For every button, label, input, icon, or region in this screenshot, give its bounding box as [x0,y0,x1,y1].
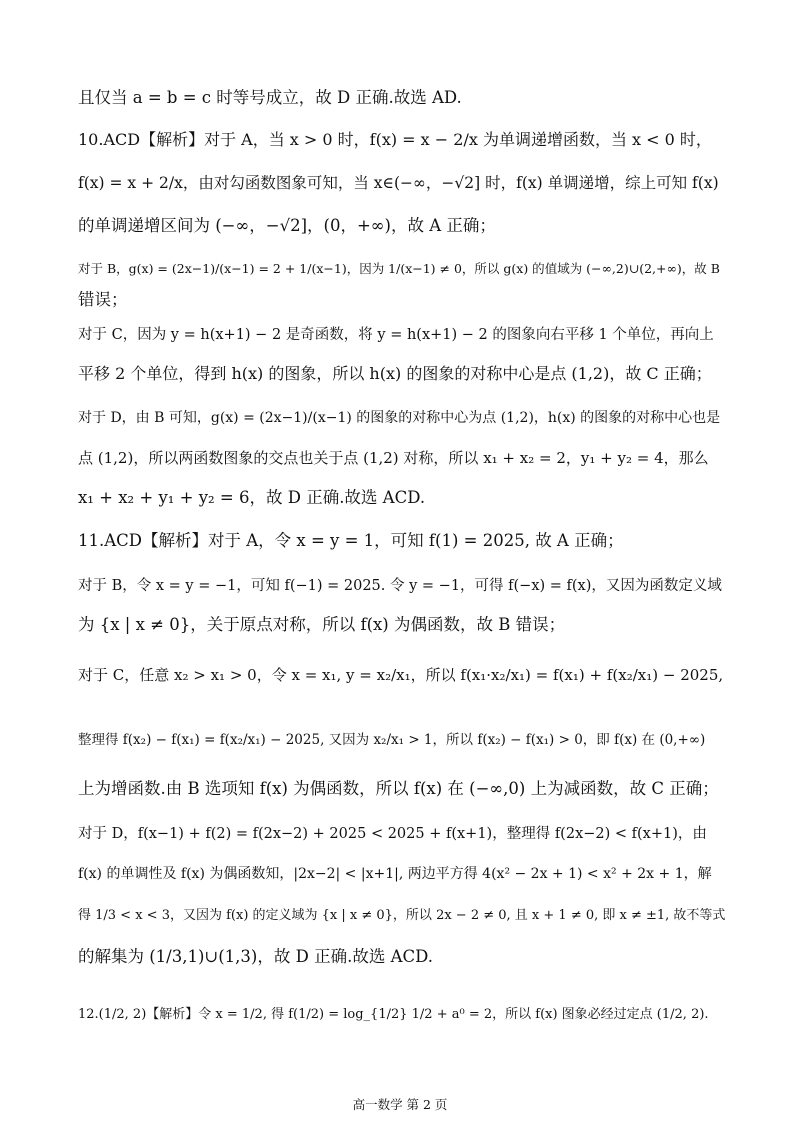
text-line-19: f(x) 的单调性及 f(x) 为偶函数知，|2x−2| < |x+1|, 两边平方得 4(x² − 2x + 1) < x² + 2x + 1，解 [78,866,712,882]
text-line-17: 上为增函数.由 B 选项知 f(x) 为偶函数，所以 f(x) 在 (−∞,0) 上为减函数，故 C 正确； [78,779,719,798]
text-line-2: 10.ACD【解析】对于 A，当 x > 0 时，f(x) = x − 2/x 为单调递增函数，当 x < 0 时， [78,130,712,149]
text-line-4: 的单调递增区间为 (−∞，−√2]，(0，+∞)，故 A 正确； [78,216,496,235]
text-line-15: 对于 C，任意 x₂ > x₁ > 0，令 x = x₁, y = x₂/x₁，所以 f(x₁·x₂/x₁) = f(x₁) + f(x₂/x₁) − 2025, [78,666,724,684]
text-line-5: 对于 B，g(x) = (2x−1)/(x−1) = 2 + 1/(x−1)，因为 1/(x−1) ≠ 0，所以 g(x) 的值域为 (−∞,2)∪(2,+∞)，故 B [78,261,720,276]
text-line-1: 且仅当 a = b = c 时等号成立，故 D 正确.故选 AD. [78,88,462,107]
text-line-12: 11.ACD【解析】对于 A，令 x = y = 1，可知 f(1) = 2025, 故 A 正确； [78,531,624,550]
text-line-11: x₁ + x₂ + y₁ + y₂ = 6，故 D 正确.故选 ACD. [78,488,426,507]
text-line-13: 对于 B，令 x = y = −1，可知 f(−1) = 2025. 令 y = −1，可得 f(−x) = f(x)，又因为函数定义域 [78,578,722,594]
text-line-6: 错误； [78,290,128,309]
text-line-10: 点 (1,2)，所以两函数图象的交点也关于点 (1,2) 对称，所以 x₁ + x₂ = 2，y₁ + y₂ = 4，那么 [78,449,709,467]
text-line-20: 得 1/3 < x < 3，又因为 f(x) 的定义域为 {x | x ≠ 0}，所以 2x − 2 ≠ 0, 且 x + 1 ≠ 0, 即 x ≠ ±1, 故不等式 [78,908,726,923]
text-line-16: 整理得 f(x₂) − f(x₁) = f(x₂/x₁) − 2025, 又因为 x₂/x₁ > 1，所以 f(x₂) − f(x₁) > 0，即 f(x) 在 (0,+∞) [78,732,706,748]
text-line-8: 平移 2 个单位，得到 h(x) 的图象，所以 h(x) 的图象的对称中心是点 (1,2)，故 C 正确； [78,364,712,383]
text-line-3: f(x) = x + 2/x，由对勾函数图象可知，当 x∈(−∞，−√2] 时，f(x) 单调递增，综上可知 f(x) [78,174,719,192]
text-line-7: 对于 C，因为 y = h(x+1) − 2 是奇函数，将 y = h(x+1) − 2 的图象向右平移 1 个单位，再向上 [78,327,714,343]
text-line-21: 的解集为 (1/3,1)∪(1,3)，故 D 正确.故选 ACD. [78,947,433,966]
text-line-22: 12.(1/2, 2)【解析】令 x = 1/2, 得 f(1/2) = log_{1/2} 1/2 + a⁰ = 2，所以 f(x) 图象必经过定点 (1/2, 2). [78,1007,709,1022]
text-line-14: 为 {x | x ≠ 0}，关于原点对称，所以 f(x) 为偶函数，故 B 错误； [78,615,566,634]
text-line-9: 对于 D，由 B 可知，g(x) = (2x−1)/(x−1) 的图象的对称中心为点 (1,2)，h(x) 的图象的对称中心也是 [78,410,721,426]
text-line-18: 对于 D，f(x−1) + f(2) = f(2x−2) + 2025 < 2025 + f(x+1)，整理得 f(2x−2) < f(x+1)，由 [78,826,707,842]
page-footer: 高一数学 第 2 页 [352,1097,448,1112]
